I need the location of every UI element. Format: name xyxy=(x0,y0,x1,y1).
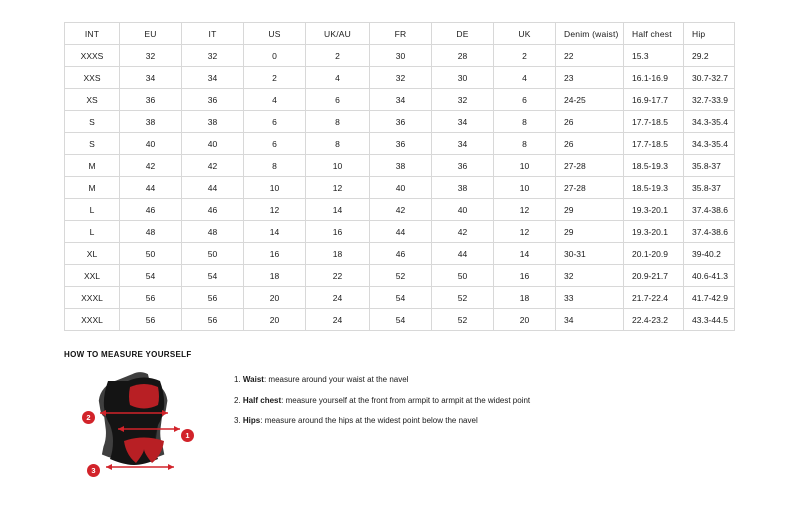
cell-de: 32 xyxy=(432,89,494,111)
cell-us: 14 xyxy=(244,221,306,243)
cell-hip: 43.3-44.5 xyxy=(684,309,735,331)
cell-uk: 12 xyxy=(494,221,556,243)
how-to-measure-body xyxy=(64,369,744,494)
instruction-item-waist xyxy=(234,375,744,385)
table-row xyxy=(65,67,735,89)
table-row xyxy=(65,111,735,133)
cell-hip: 34.3-35.4 xyxy=(684,111,735,133)
cell-half-chest: 17.7-18.5 xyxy=(624,133,684,155)
cell-fr: 34 xyxy=(370,89,432,111)
cell-denim-waist: 24-25 xyxy=(556,89,624,111)
cell-hip: 29.2 xyxy=(684,45,735,67)
column-header: Hip xyxy=(684,23,735,45)
cell-eu: 32 xyxy=(120,45,182,67)
column-header: IT xyxy=(182,23,244,45)
cell-denim-waist: 22 xyxy=(556,45,624,67)
cell-fr: 54 xyxy=(370,287,432,309)
instruction-item-hips xyxy=(234,416,744,426)
table-row xyxy=(65,177,735,199)
table-row xyxy=(65,199,735,221)
cell-hip: 40.6-41.3 xyxy=(684,265,735,287)
table-row xyxy=(65,287,735,309)
measure-instructions-list xyxy=(234,369,744,437)
cell-us: 6 xyxy=(244,111,306,133)
cell-int: XXS xyxy=(65,67,120,89)
cell-half-chest: 17.7-18.5 xyxy=(624,111,684,133)
cell-uk: 10 xyxy=(494,177,556,199)
table-row xyxy=(65,133,735,155)
table-row xyxy=(65,155,735,177)
instruction-index: 3. xyxy=(234,416,243,426)
cell-ukau: 2 xyxy=(306,45,370,67)
cell-uk: 8 xyxy=(494,111,556,133)
cell-eu: 48 xyxy=(120,221,182,243)
cell-denim-waist: 27-28 xyxy=(556,177,624,199)
cell-de: 28 xyxy=(432,45,494,67)
cell-it: 56 xyxy=(182,309,244,331)
cell-it: 54 xyxy=(182,265,244,287)
cell-it: 46 xyxy=(182,199,244,221)
cell-half-chest: 16.9-17.7 xyxy=(624,89,684,111)
cell-denim-waist: 26 xyxy=(556,133,624,155)
column-header: EU xyxy=(120,23,182,45)
cell-int: S xyxy=(65,133,120,155)
cell-uk: 14 xyxy=(494,243,556,265)
cell-int: XXL xyxy=(65,265,120,287)
instruction-term: Half chest xyxy=(242,395,282,405)
table-row xyxy=(65,45,735,67)
cell-de: 40 xyxy=(432,199,494,221)
cell-denim-waist: 23 xyxy=(556,67,624,89)
cell-int: M xyxy=(65,177,120,199)
table-row xyxy=(65,265,735,287)
cell-de: 52 xyxy=(432,287,494,309)
cell-us: 12 xyxy=(244,199,306,221)
column-header: FR xyxy=(370,23,432,45)
cell-ukau: 4 xyxy=(306,67,370,89)
instruction-index: 2. xyxy=(234,395,243,405)
cell-uk: 4 xyxy=(494,67,556,89)
bullet-marker-1: 1 xyxy=(181,429,194,442)
column-header: DE xyxy=(432,23,494,45)
cell-eu: 56 xyxy=(120,287,182,309)
cell-it: 40 xyxy=(182,133,244,155)
cell-eu: 42 xyxy=(120,155,182,177)
cell-ukau: 22 xyxy=(306,265,370,287)
instruction-text: : measure yourself at the front from armpit to armpit at the widest point xyxy=(281,395,531,405)
cell-int: XL xyxy=(65,243,120,265)
cell-it: 38 xyxy=(182,111,244,133)
column-header: UK xyxy=(494,23,556,45)
cell-uk: 2 xyxy=(494,45,556,67)
cell-int: L xyxy=(65,221,120,243)
cell-eu: 54 xyxy=(120,265,182,287)
cell-de: 44 xyxy=(432,243,494,265)
cell-half-chest: 22.4-23.2 xyxy=(624,309,684,331)
cell-us: 10 xyxy=(244,177,306,199)
table-row xyxy=(65,243,735,265)
cell-hip: 35.8-37 xyxy=(684,177,735,199)
table-header-row xyxy=(65,23,735,45)
cell-us: 6 xyxy=(244,133,306,155)
cell-ukau: 6 xyxy=(306,89,370,111)
cell-de: 34 xyxy=(432,111,494,133)
cell-eu: 50 xyxy=(120,243,182,265)
cell-it: 36 xyxy=(182,89,244,111)
cell-de: 50 xyxy=(432,265,494,287)
cell-half-chest: 16.1-16.9 xyxy=(624,67,684,89)
instruction-item-half-chest xyxy=(234,396,744,406)
table-row xyxy=(65,89,735,111)
cell-ukau: 10 xyxy=(306,155,370,177)
cell-it: 44 xyxy=(182,177,244,199)
instruction-text: : measure around your waist at the navel xyxy=(263,375,409,384)
instruction-term: Waist xyxy=(242,375,264,384)
cell-eu: 34 xyxy=(120,67,182,89)
cell-fr: 40 xyxy=(370,177,432,199)
cell-ukau: 18 xyxy=(306,243,370,265)
mannequin-figure xyxy=(88,369,208,494)
cell-us: 16 xyxy=(244,243,306,265)
cell-fr: 36 xyxy=(370,133,432,155)
cell-fr: 52 xyxy=(370,265,432,287)
cell-hip: 37.4-38.6 xyxy=(684,221,735,243)
cell-de: 36 xyxy=(432,155,494,177)
cell-ukau: 14 xyxy=(306,199,370,221)
cell-hip: 35.8-37 xyxy=(684,155,735,177)
cell-fr: 46 xyxy=(370,243,432,265)
cell-it: 32 xyxy=(182,45,244,67)
column-header: US xyxy=(244,23,306,45)
bullet-marker-2: 2 xyxy=(82,411,95,424)
cell-fr: 44 xyxy=(370,221,432,243)
cell-denim-waist: 30-31 xyxy=(556,243,624,265)
cell-de: 52 xyxy=(432,309,494,331)
cell-hip: 37.4-38.6 xyxy=(684,199,735,221)
cell-uk: 6 xyxy=(494,89,556,111)
cell-eu: 40 xyxy=(120,133,182,155)
cell-hip: 39-40.2 xyxy=(684,243,735,265)
cell-half-chest: 18.5-19.3 xyxy=(624,155,684,177)
bullet-marker-3: 3 xyxy=(87,464,100,477)
cell-half-chest: 15.3 xyxy=(624,45,684,67)
cell-eu: 38 xyxy=(120,111,182,133)
cell-us: 4 xyxy=(244,89,306,111)
cell-it: 48 xyxy=(182,221,244,243)
cell-us: 2 xyxy=(244,67,306,89)
cell-ukau: 8 xyxy=(306,111,370,133)
cell-de: 38 xyxy=(432,177,494,199)
cell-eu: 46 xyxy=(120,199,182,221)
cell-int: M xyxy=(65,155,120,177)
cell-uk: 20 xyxy=(494,309,556,331)
cell-us: 20 xyxy=(244,287,306,309)
cell-ukau: 12 xyxy=(306,177,370,199)
cell-us: 20 xyxy=(244,309,306,331)
cell-it: 34 xyxy=(182,67,244,89)
cell-uk: 16 xyxy=(494,265,556,287)
instruction-text: : measure around the hips at the widest point below the navel xyxy=(260,416,478,426)
column-header: UK/AU xyxy=(306,23,370,45)
cell-half-chest: 19.3-20.1 xyxy=(624,199,684,221)
cell-hip: 30.7-32.7 xyxy=(684,67,735,89)
cell-it: 56 xyxy=(182,287,244,309)
cell-us: 18 xyxy=(244,265,306,287)
cell-us: 8 xyxy=(244,155,306,177)
cell-int: S xyxy=(65,111,120,133)
cell-denim-waist: 26 xyxy=(556,111,624,133)
cell-ukau: 24 xyxy=(306,287,370,309)
cell-fr: 36 xyxy=(370,111,432,133)
instruction-index: 1. xyxy=(234,375,243,384)
cell-de: 30 xyxy=(432,67,494,89)
cell-de: 42 xyxy=(432,221,494,243)
cell-uk: 8 xyxy=(494,133,556,155)
cell-it: 50 xyxy=(182,243,244,265)
table-row xyxy=(65,221,735,243)
cell-half-chest: 18.5-19.3 xyxy=(624,177,684,199)
cell-int: XXXS xyxy=(65,45,120,67)
cell-fr: 32 xyxy=(370,67,432,89)
cell-eu: 36 xyxy=(120,89,182,111)
cell-fr: 38 xyxy=(370,155,432,177)
cell-int: L xyxy=(65,199,120,221)
how-to-measure-title: HOW TO MEASURE YOURSELF xyxy=(64,350,192,359)
cell-half-chest: 21.7-22.4 xyxy=(624,287,684,309)
cell-hip: 41.7-42.9 xyxy=(684,287,735,309)
cell-uk: 12 xyxy=(494,199,556,221)
cell-ukau: 8 xyxy=(306,133,370,155)
cell-hip: 32.7-33.9 xyxy=(684,89,735,111)
cell-denim-waist: 33 xyxy=(556,287,624,309)
cell-ukau: 16 xyxy=(306,221,370,243)
table-row xyxy=(65,309,735,331)
column-header: Half chest xyxy=(624,23,684,45)
cell-uk: 10 xyxy=(494,155,556,177)
cell-half-chest: 20.1-20.9 xyxy=(624,243,684,265)
cell-denim-waist: 29 xyxy=(556,199,624,221)
cell-uk: 18 xyxy=(494,287,556,309)
size-chart-table xyxy=(64,22,735,331)
cell-hip: 34.3-35.4 xyxy=(684,133,735,155)
cell-fr: 42 xyxy=(370,199,432,221)
cell-de: 34 xyxy=(432,133,494,155)
cell-eu: 44 xyxy=(120,177,182,199)
cell-half-chest: 20.9-21.7 xyxy=(624,265,684,287)
cell-denim-waist: 27-28 xyxy=(556,155,624,177)
hips-measure-line xyxy=(106,464,174,470)
cell-fr: 30 xyxy=(370,45,432,67)
cell-int: XXXL xyxy=(65,309,120,331)
cell-int: XXXL xyxy=(65,287,120,309)
cell-half-chest: 19.3-20.1 xyxy=(624,221,684,243)
cell-eu: 56 xyxy=(120,309,182,331)
cell-denim-waist: 34 xyxy=(556,309,624,331)
cell-it: 42 xyxy=(182,155,244,177)
column-header: INT xyxy=(65,23,120,45)
cell-ukau: 24 xyxy=(306,309,370,331)
instruction-term: Hips xyxy=(242,416,261,426)
cell-int: XS xyxy=(65,89,120,111)
how-to-measure-section xyxy=(64,350,744,494)
size-chart-container xyxy=(64,22,734,331)
column-header: Denim (waist) xyxy=(556,23,624,45)
cell-fr: 54 xyxy=(370,309,432,331)
cell-denim-waist: 29 xyxy=(556,221,624,243)
cell-us: 0 xyxy=(244,45,306,67)
cell-denim-waist: 32 xyxy=(556,265,624,287)
